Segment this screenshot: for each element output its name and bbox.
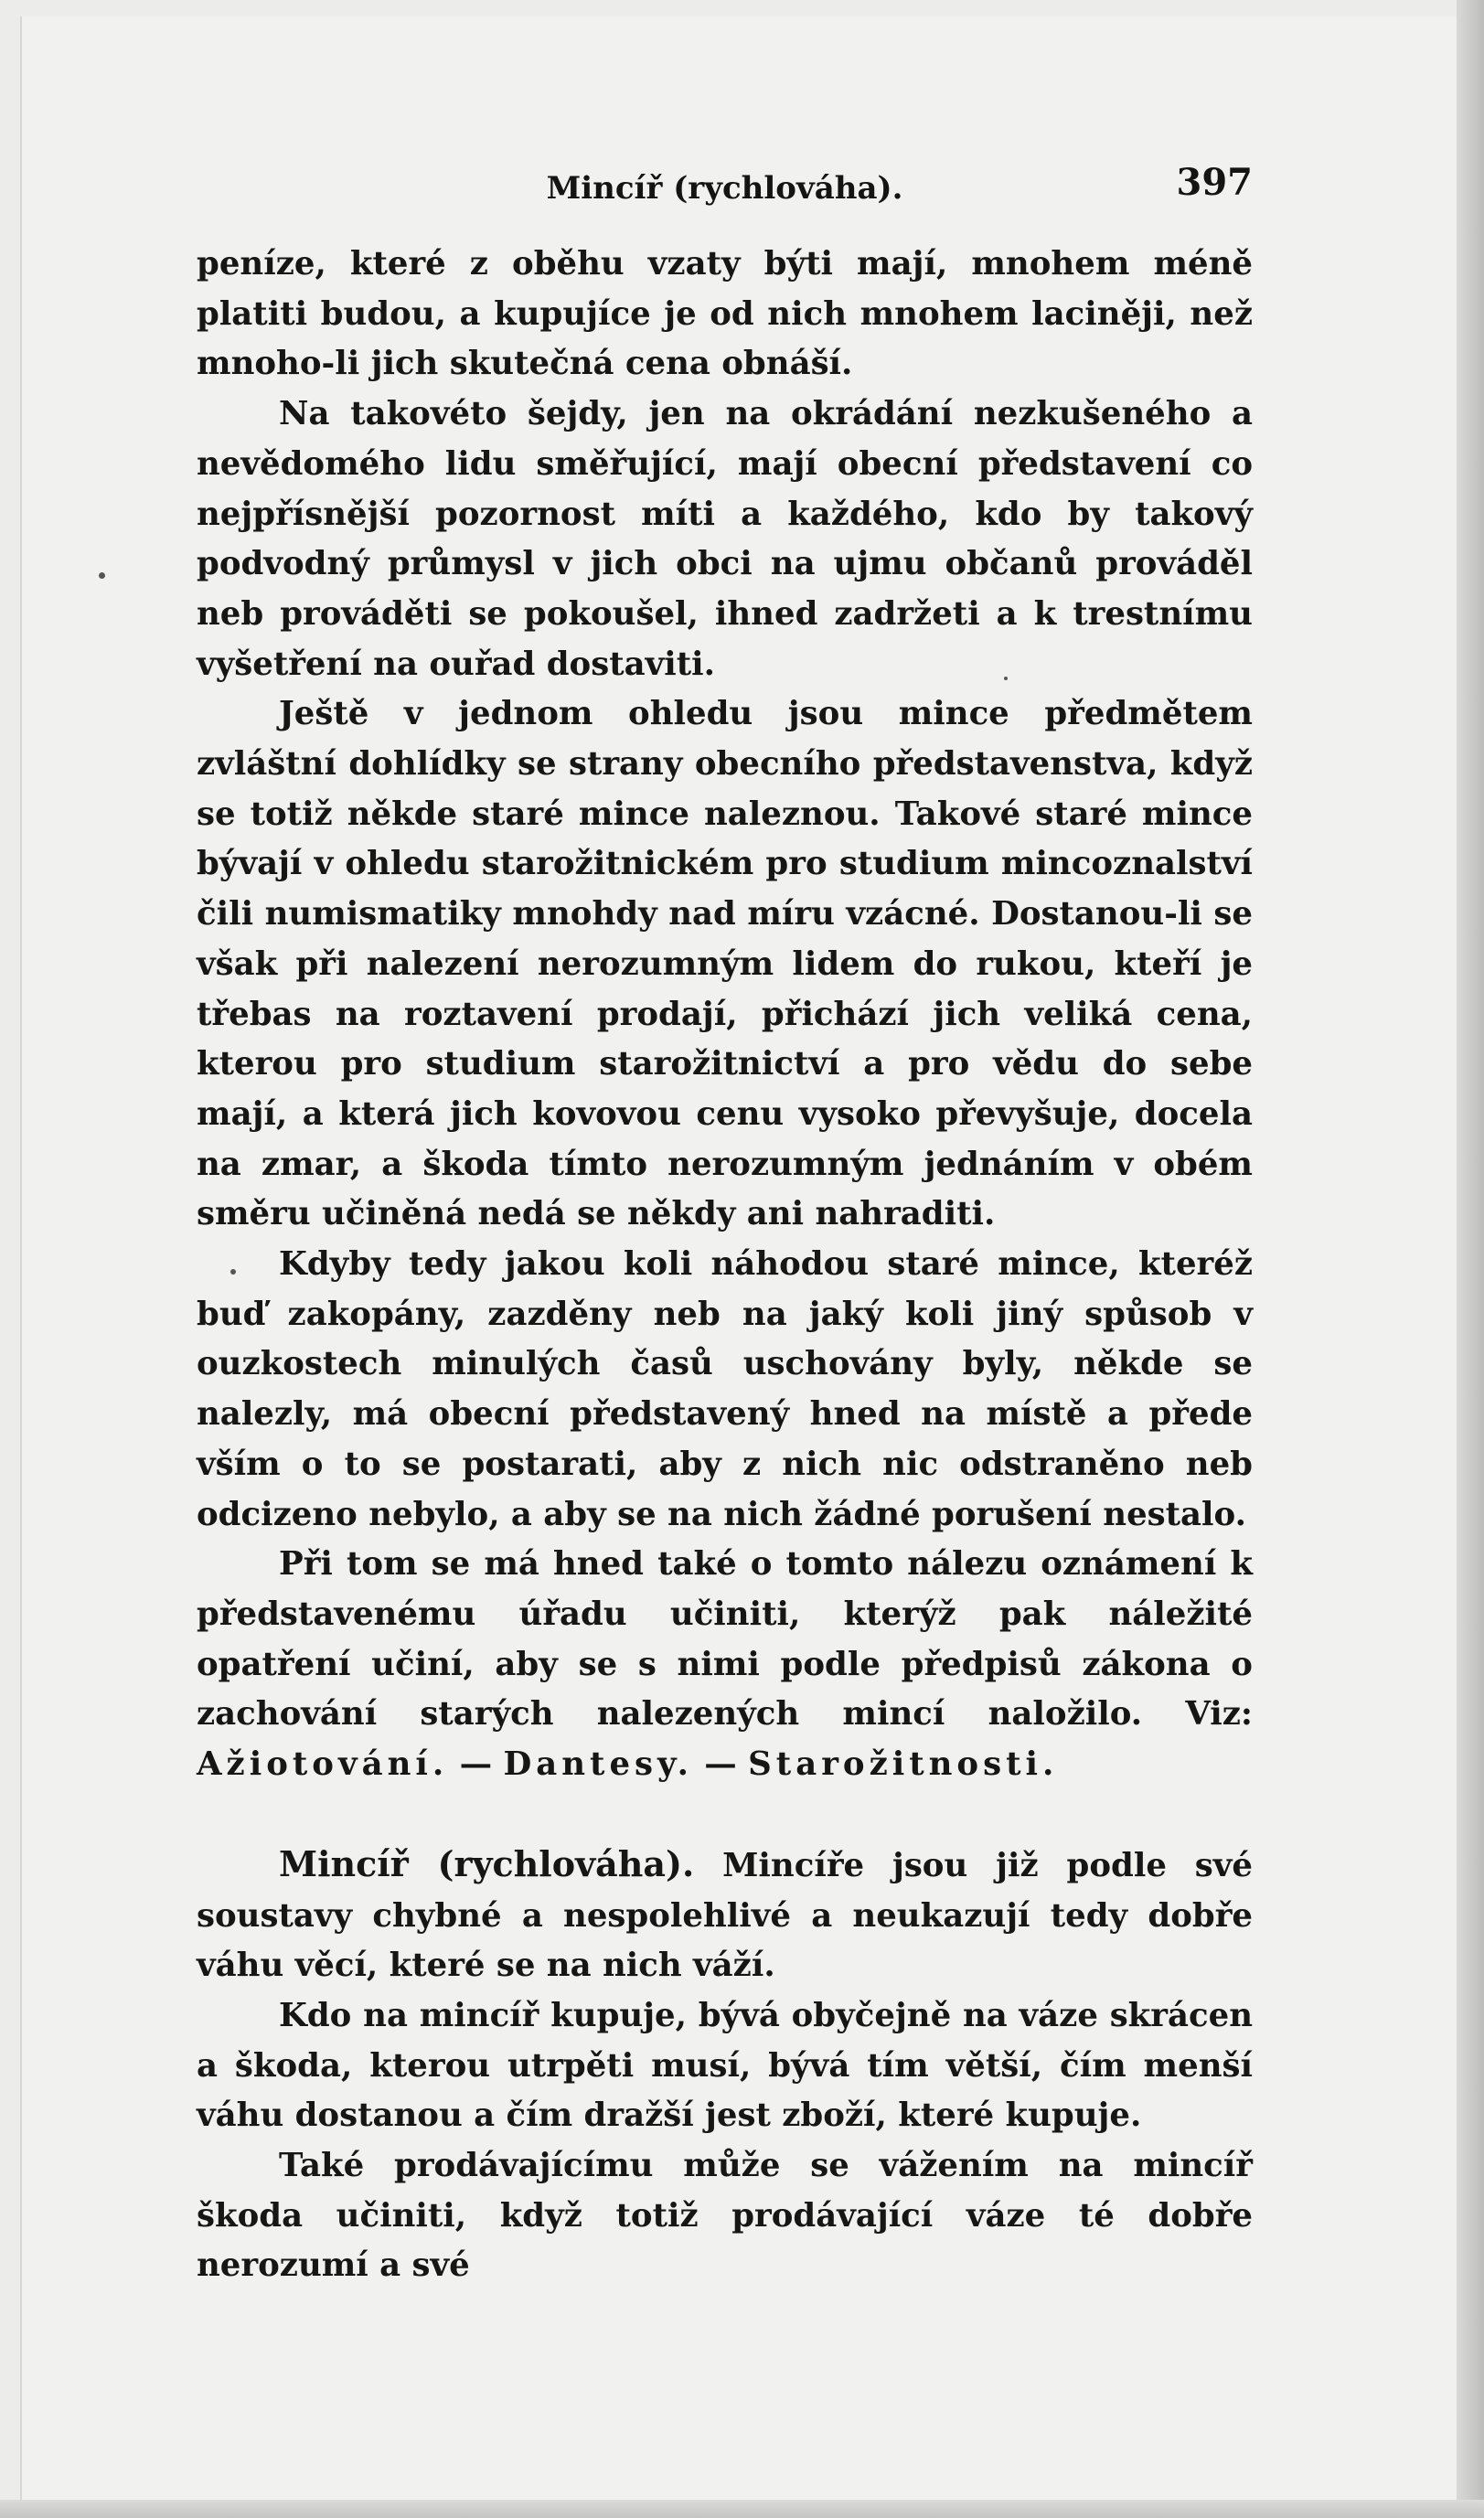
dash-separator: — [692,1745,749,1784]
paragraph: Také prodávajícímu může se vážením na mincíř škoda učiniti, když totiž prodávající váze té dobře nerozumí a své [197,2147,1253,2285]
cross-reference: Starožitnosti. [748,1745,1059,1784]
entry-spacer [197,1790,1253,1840]
dash-separator: — [448,1745,504,1784]
paragraph-text: Při tom se má hned také o tomto nálezu oznámení k představenému úřadu učiniti, kterýž pak náležité opatření učiní, aby se s nimi podle předpisů zákona o zachování starých nalezených mincí naložilo. Viz: [197,1545,1253,1734]
cross-reference: Dantesy. [503,1745,693,1784]
body-text [197,240,1253,2291]
page-bottom-edge [0,2500,1484,2518]
entry-paragraph [197,1840,1253,1991]
page-edge-shadow [1457,0,1484,2518]
print-speck [99,572,105,579]
cross-reference: Ažiotování. [197,1745,449,1784]
entry-title: Mincíř (rychlováha). [279,1842,695,1884]
entry-text: Mincíře jsou již podle své soustavy chybné a nespolehlivé a neukazují tedy dobře váhu věcí, které se na nich váží. [197,1846,1253,1985]
page-header [197,161,1253,225]
running-title: Mincíř (rychlováha). [546,170,903,207]
paragraph: Na takovéto šejdy, jen na okrádání nezkušeného a nevědomého lidu směřující, mají obecní představení co nejpřísnější pozornost míti a každého, kdo by takový podvodný průmysl v jich obci na ujmu občanů prováděl neb prováděti se pokoušel, ihned zadržeti a k trestnímu vyšetření na ouřad dostaviti. [197,395,1253,683]
paragraph-with-references [197,1540,1253,1790]
paragraph: Kdyby tedy jakou koli náhodou staré mince, kteréž buď zakopány, zazděny neb na jaký koli jiný spůsob v ouzkostech minulých časů uschovány byly, někde se nalezly, má obecní představený hned na místě a přede vším o to se postarati, aby z nich nic odstraněno neb odcizeno nebylo, a aby se na nich žádné porušení nestalo. [197,1245,1253,1533]
paragraph: Kdo na mincíř kupuje, bývá obyčejně na váze skrácen a škoda, kterou utrpěti musí, bývá tím větší, čím menší váhu dostanou a čím dražší jest zboží, které kupuje. [197,1996,1253,2135]
paragraph: Ještě v jednom ohledu jsou mince předmětem zvláštní dohlídky se strany obecního představenstva, když se totiž někde staré mince naleznou. Takové staré mince bývají v ohledu starožitnickém pro studium mincoznalství čili numismatiky mnohdy nad míru vzácné. Dostanou-li se však při nalezení nerozumným lidem do rukou, kteří je třebas na roztavení prodají, přichází jich veliká cena, kterou pro studium starožitnictví a pro vědu do sebe mají, a která jich kovovou cenu vysoko převyšuje, docela na zmar, a škoda tímto nerozumným jednáním v obém směru učiněná nedá se někdy ani nahraditi. [197,695,1253,1233]
paragraph-continued: peníze, které z oběhu vzaty býti mají, mnohem méně platiti budou, a kupujíce je od nich mnohem laciněji, než mnoho-li jich skutečná cena obnáší. [197,245,1253,383]
page-number: 397 [1176,161,1253,204]
